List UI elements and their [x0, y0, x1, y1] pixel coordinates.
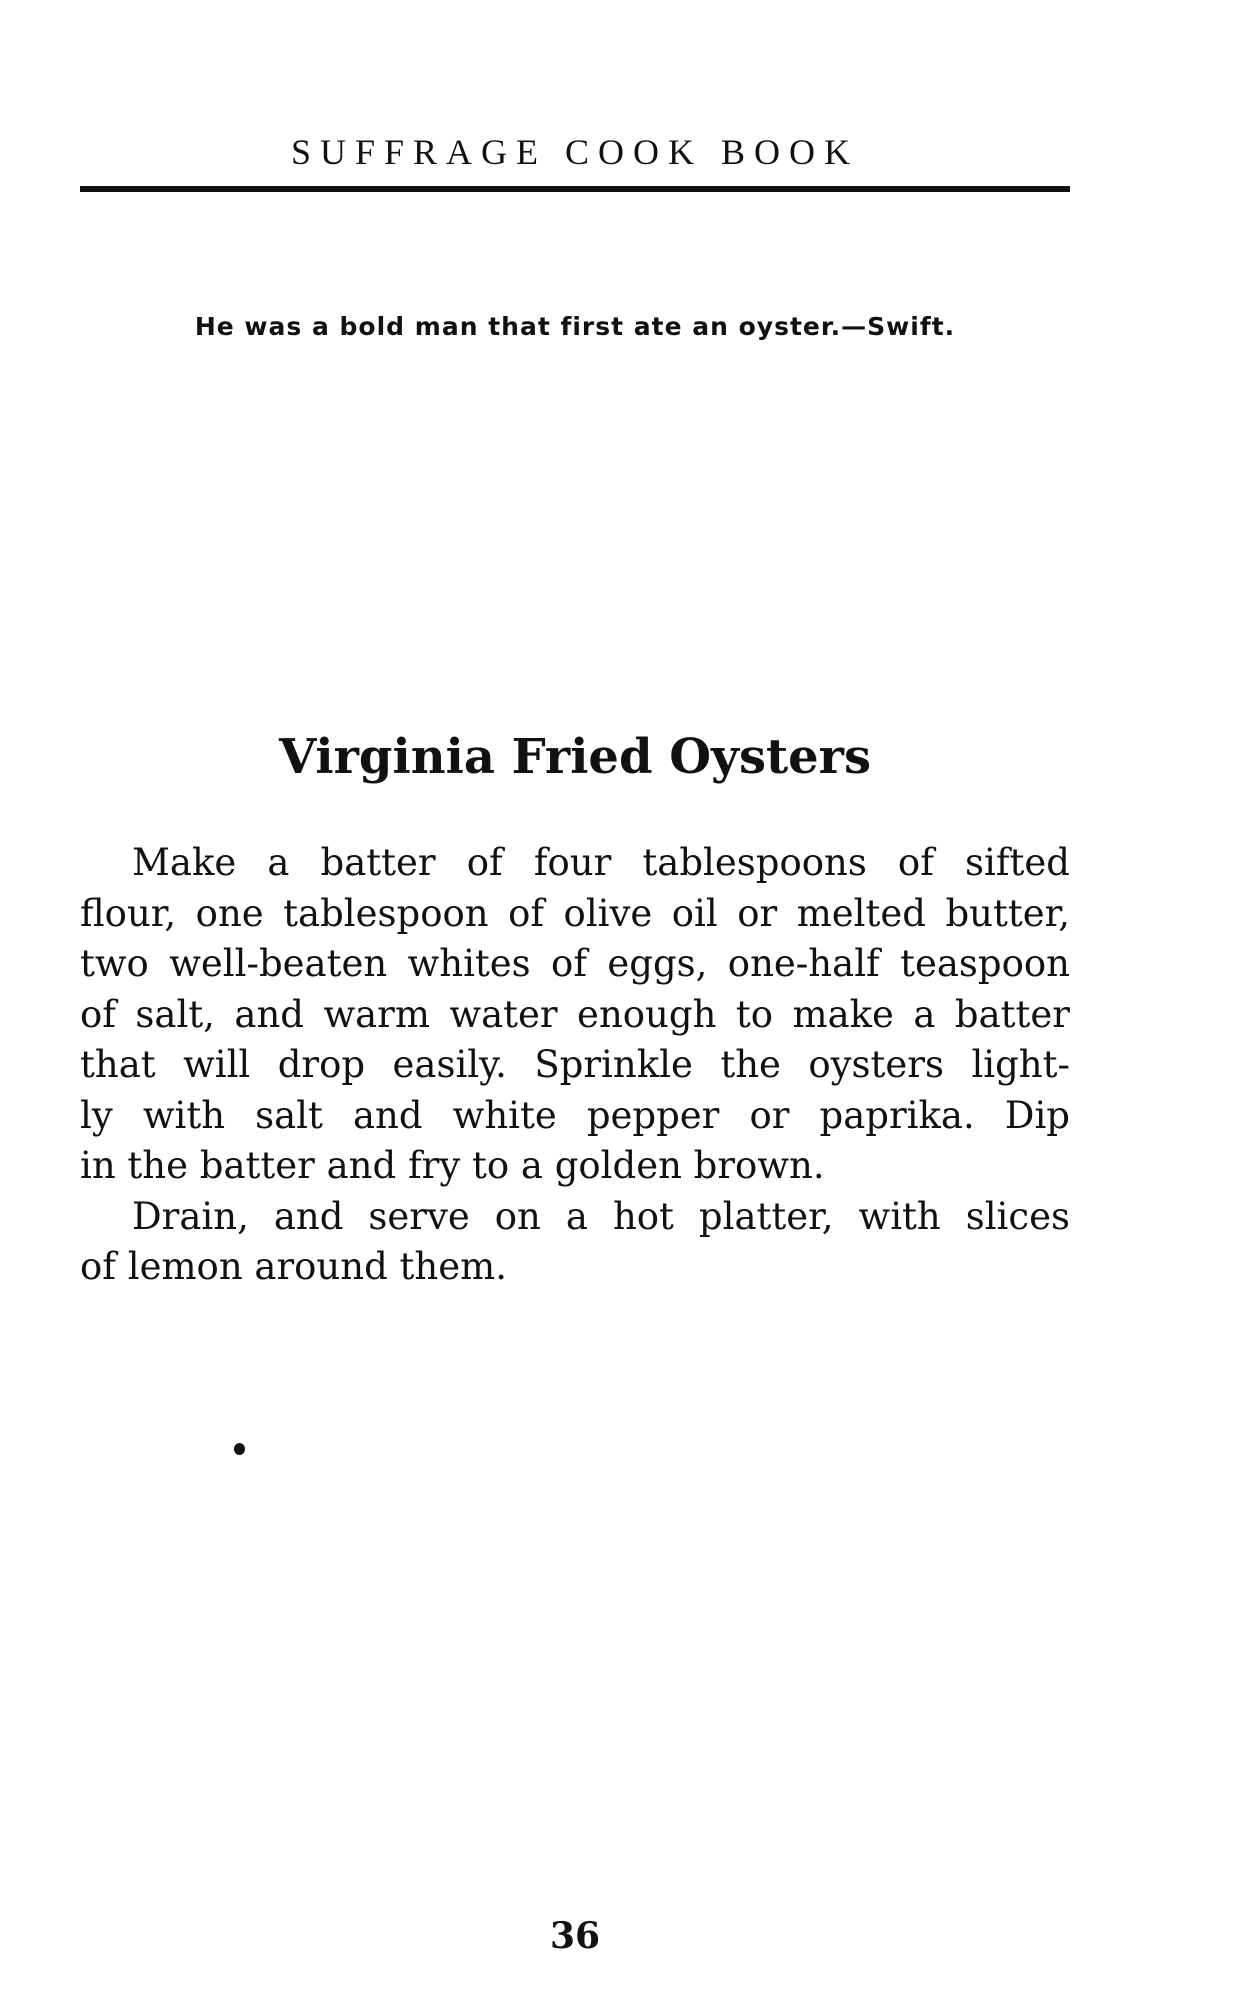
text-line: two well-beaten whites of eggs, one-half teaspoon [80, 942, 1070, 985]
running-head: SUFFRAGE COOK BOOK [290, 132, 860, 172]
text-line: of lemon around them. [80, 1245, 507, 1288]
epigraph: He was a bold man that first ate an oyster.—Swift. [194, 312, 956, 341]
recipe-title: Virginia Fried Oysters [279, 729, 871, 785]
text-line: Drain, and serve on a hot platter, with slices [132, 1194, 1070, 1238]
recipe-paragraph-1 [80, 838, 1070, 1192]
text-line: ly with salt and white pepper or paprika. Dip [80, 1093, 1070, 1137]
ink-dot-mark [234, 1443, 245, 1455]
text-line: of salt, and warm water enough to make a batter [80, 992, 1070, 1036]
recipe-body [80, 838, 1070, 1293]
text-line: in the batter and fry to a golden brown. [80, 1144, 825, 1187]
recipe-paragraph-2 [80, 1192, 1070, 1293]
text-line: that will drop easily. Sprinkle the oysters light- [80, 1043, 1070, 1086]
text-line: Make a batter of four tablespoons of sifted [132, 841, 1070, 884]
text-line: flour, one tablespoon of olive oil or melted butter, [80, 891, 1070, 935]
page-number: 36 [549, 1915, 601, 1957]
header-rule [80, 186, 1070, 192]
